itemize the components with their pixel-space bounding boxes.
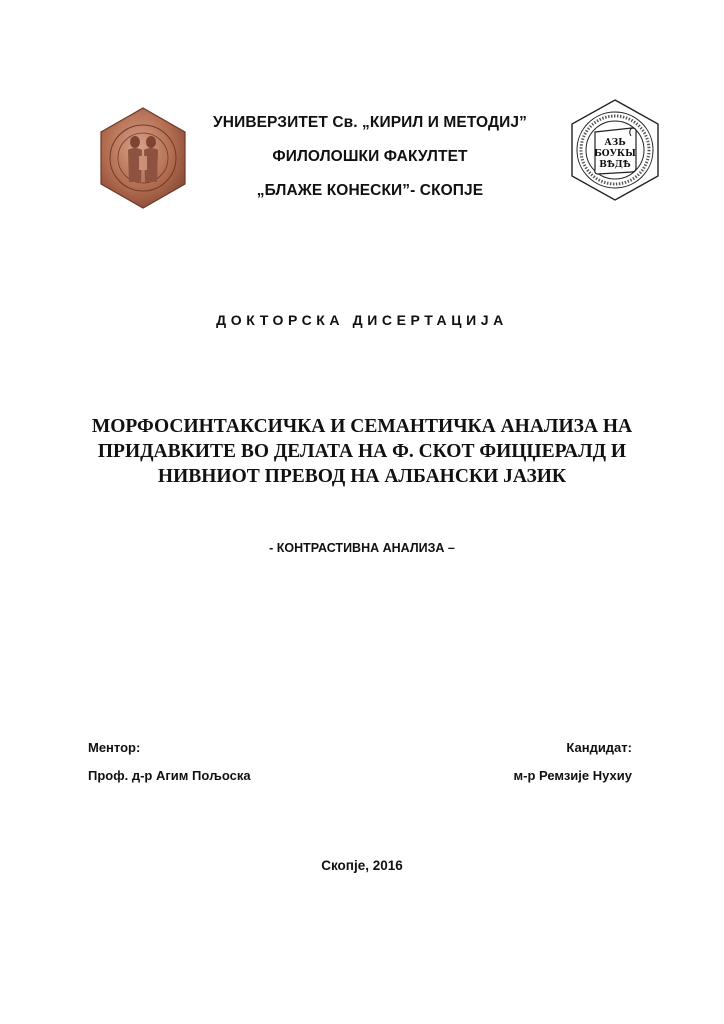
right-seal-inner-text <box>662 98 663 99</box>
university-name: УНИВЕРЗИТЕТ Св. „КИРИЛ И МЕТОДИЈ” <box>213 114 527 131</box>
svg-text:БОУКЫ: БОУКЫ <box>594 149 636 159</box>
title-line-2: ПРИДАВКИТЕ ВО ДЕЛАТА НА Ф. СКОТ ФИЦЏЕРАЛД И <box>97 441 627 462</box>
svg-text:АЗЬ: АЗЬ <box>604 138 626 148</box>
title-line-3: НИВНИОТ ПРЕВОД НА АЛБАНСКИ ЈАЗИК <box>157 466 567 487</box>
svg-text:ВѢДѢ: ВѢДѢ <box>599 160 631 170</box>
dissertation-title <box>60 414 664 489</box>
dissertation-subtitle: - КОНТРАСТИВНА АНАЛИЗА – <box>269 541 455 555</box>
faculty-seal-logo <box>568 98 662 202</box>
document-type: ДОКТОРСКА ДИСЕРТАЦИЈА <box>216 312 508 328</box>
institution-header <box>190 106 550 208</box>
title-line-1: МОРФОСИНТАКСИЧКА И СЕМАНТИЧКА АНАЛИЗА НА <box>91 416 633 437</box>
faculty-name: ФИЛОЛОШКИ ФАКУЛТЕТ <box>272 148 468 165</box>
mentor-name: Проф. д-р Агим Пољоска <box>88 768 251 783</box>
university-seal-logo <box>97 106 189 210</box>
candidate-name: м-р Ремзије Нухиу <box>513 768 632 783</box>
right-seal-text <box>662 98 663 99</box>
place-and-year: Скопје, 2016 <box>321 858 403 873</box>
mentor-label: Ментор: <box>88 740 141 755</box>
candidate-label: Кандидат: <box>566 740 632 755</box>
faculty-full-name: „БЛАЖЕ КОНЕСКИ”- СКОПЈЕ <box>256 182 484 199</box>
